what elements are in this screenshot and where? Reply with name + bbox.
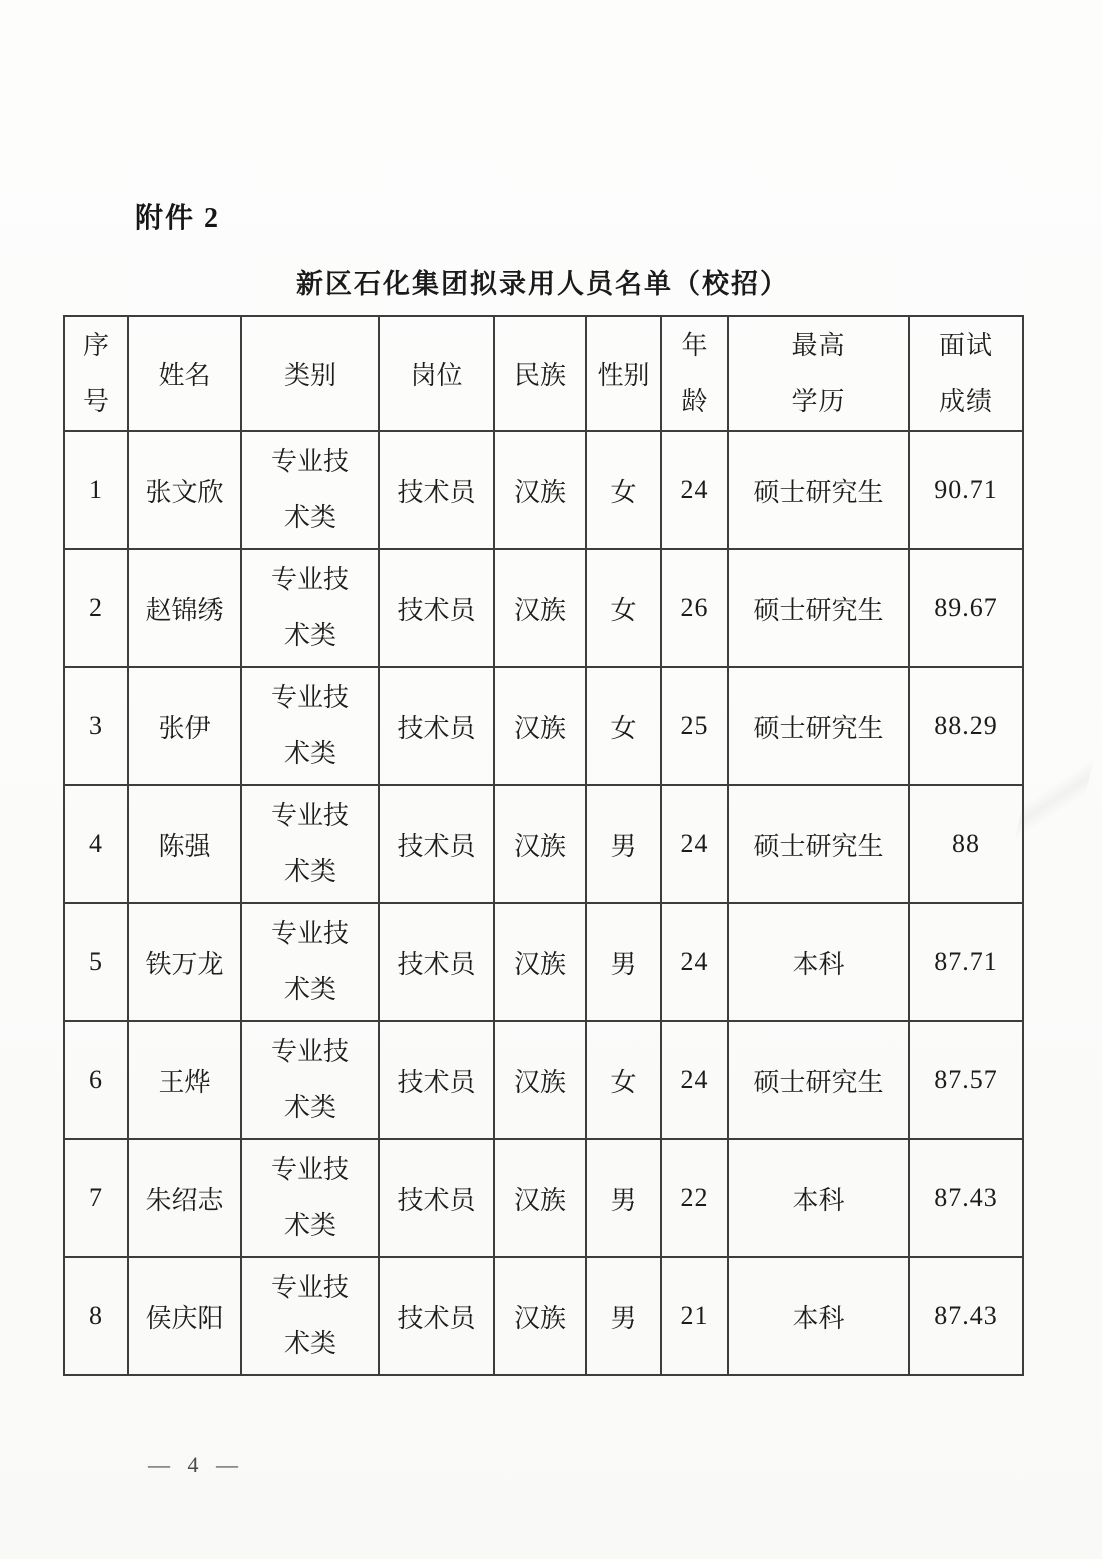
- cell-category-text: 专业技术类: [270, 1273, 349, 1358]
- cell-gender: 男: [586, 1139, 661, 1257]
- header-gender-label: 性别: [597, 361, 650, 390]
- header-age-label: 年龄: [681, 330, 708, 416]
- header-gender: [586, 316, 661, 431]
- cell-age: 24: [661, 785, 728, 903]
- header-score: [909, 316, 1023, 431]
- cell-age: 24: [661, 903, 728, 1021]
- table-row: [64, 1139, 1023, 1257]
- cell-position: 技术员: [379, 1257, 494, 1375]
- cell-category-text: 专业技术类: [270, 1037, 349, 1122]
- cell-name: 铁万龙: [128, 903, 241, 1021]
- cell-name: 张文欣: [128, 431, 241, 549]
- header-no: [64, 316, 128, 431]
- cell-no: 2: [64, 549, 128, 667]
- cell-no: 6: [64, 1021, 128, 1139]
- cell-education: 本科: [728, 1257, 909, 1375]
- cell-category: [241, 785, 379, 903]
- cell-name: 赵锦绣: [128, 549, 241, 667]
- cell-no: 8: [64, 1257, 128, 1375]
- header-ethnicity: [494, 316, 586, 431]
- header-category-label: 类别: [283, 361, 336, 390]
- cell-gender: 男: [586, 1257, 661, 1375]
- page-number: — 4 —: [148, 1452, 244, 1477]
- cell-gender: 男: [586, 903, 661, 1021]
- cell-position: 技术员: [379, 431, 494, 549]
- table-row: [64, 549, 1023, 667]
- table-row: [64, 785, 1023, 903]
- cell-category: [241, 1139, 379, 1257]
- cell-position: 技术员: [379, 549, 494, 667]
- header-ethnicity-label: 民族: [513, 361, 566, 390]
- table-header: [64, 316, 1023, 431]
- header-position: [379, 316, 494, 431]
- cell-education: 硕士研究生: [728, 549, 909, 667]
- table-row: [64, 1257, 1023, 1375]
- cell-name: 王烨: [128, 1021, 241, 1139]
- cell-name: 陈强: [128, 785, 241, 903]
- attachment-label: 附件 2: [135, 203, 221, 234]
- cell-score: 87.43: [909, 1257, 1023, 1375]
- cell-ethnicity: 汉族: [494, 1139, 586, 1257]
- roster-table: [63, 315, 1024, 1376]
- scan-artifact: [1012, 735, 1096, 865]
- cell-age: 25: [661, 667, 728, 785]
- cell-gender: 男: [586, 785, 661, 903]
- cell-education: 本科: [728, 903, 909, 1021]
- cell-position: 技术员: [379, 903, 494, 1021]
- cell-name: 侯庆阳: [128, 1257, 241, 1375]
- table-row: [64, 903, 1023, 1021]
- cell-no: 3: [64, 667, 128, 785]
- header-row: [64, 316, 1023, 431]
- cell-name: 张伊: [128, 667, 241, 785]
- cell-category-text: 专业技术类: [270, 919, 349, 1004]
- cell-ethnicity: 汉族: [494, 431, 586, 549]
- header-no-label: 序号: [82, 330, 109, 416]
- cell-ethnicity: 汉族: [494, 549, 586, 667]
- cell-score: 87.57: [909, 1021, 1023, 1139]
- cell-no: 4: [64, 785, 128, 903]
- table-row: [64, 431, 1023, 549]
- header-score-label: 面试成绩: [938, 330, 993, 416]
- cell-education: 硕士研究生: [728, 785, 909, 903]
- cell-ethnicity: 汉族: [494, 785, 586, 903]
- cell-ethnicity: 汉族: [494, 903, 586, 1021]
- header-position-label: 岗位: [410, 361, 463, 390]
- table-row: [64, 667, 1023, 785]
- cell-score: 88: [909, 785, 1023, 903]
- cell-category-text: 专业技术类: [270, 801, 349, 886]
- cell-no: 5: [64, 903, 128, 1021]
- cell-category-text: 专业技术类: [270, 1155, 349, 1240]
- header-education-label: 最高学历: [791, 330, 846, 416]
- cell-age: 24: [661, 431, 728, 549]
- cell-score: 89.67: [909, 549, 1023, 667]
- header-name-label: 姓名: [158, 361, 211, 390]
- cell-age: 24: [661, 1021, 728, 1139]
- cell-score: 87.43: [909, 1139, 1023, 1257]
- cell-category-text: 专业技术类: [270, 683, 349, 768]
- table-body: [64, 431, 1023, 1375]
- cell-category-text: 专业技术类: [270, 447, 349, 532]
- header-age: [661, 316, 728, 431]
- cell-gender: 女: [586, 1021, 661, 1139]
- cell-category: [241, 1021, 379, 1139]
- cell-ethnicity: 汉族: [494, 1021, 586, 1139]
- cell-age: 26: [661, 549, 728, 667]
- table-row: [64, 1021, 1023, 1139]
- cell-gender: 女: [586, 549, 661, 667]
- cell-gender: 女: [586, 431, 661, 549]
- cell-ethnicity: 汉族: [494, 1257, 586, 1375]
- cell-score: 87.71: [909, 903, 1023, 1021]
- page-title: 新区石化集团拟录用人员名单（校招）: [296, 269, 789, 299]
- header-education: [728, 316, 909, 431]
- header-name: [128, 316, 241, 431]
- cell-gender: 女: [586, 667, 661, 785]
- cell-education: 硕士研究生: [728, 667, 909, 785]
- cell-education: 本科: [728, 1139, 909, 1257]
- cell-name: 朱绍志: [128, 1139, 241, 1257]
- cell-category: [241, 667, 379, 785]
- cell-no: 1: [64, 431, 128, 549]
- cell-position: 技术员: [379, 667, 494, 785]
- cell-education: 硕士研究生: [728, 1021, 909, 1139]
- cell-age: 21: [661, 1257, 728, 1375]
- cell-ethnicity: 汉族: [494, 667, 586, 785]
- cell-position: 技术员: [379, 1021, 494, 1139]
- header-category: [241, 316, 379, 431]
- cell-category: [241, 549, 379, 667]
- cell-category-text: 专业技术类: [270, 565, 349, 650]
- cell-score: 88.29: [909, 667, 1023, 785]
- cell-education: 硕士研究生: [728, 431, 909, 549]
- cell-position: 技术员: [379, 785, 494, 903]
- cell-category: [241, 903, 379, 1021]
- cell-age: 22: [661, 1139, 728, 1257]
- cell-position: 技术员: [379, 1139, 494, 1257]
- cell-category: [241, 1257, 379, 1375]
- cell-category: [241, 431, 379, 549]
- cell-score: 90.71: [909, 431, 1023, 549]
- cell-no: 7: [64, 1139, 128, 1257]
